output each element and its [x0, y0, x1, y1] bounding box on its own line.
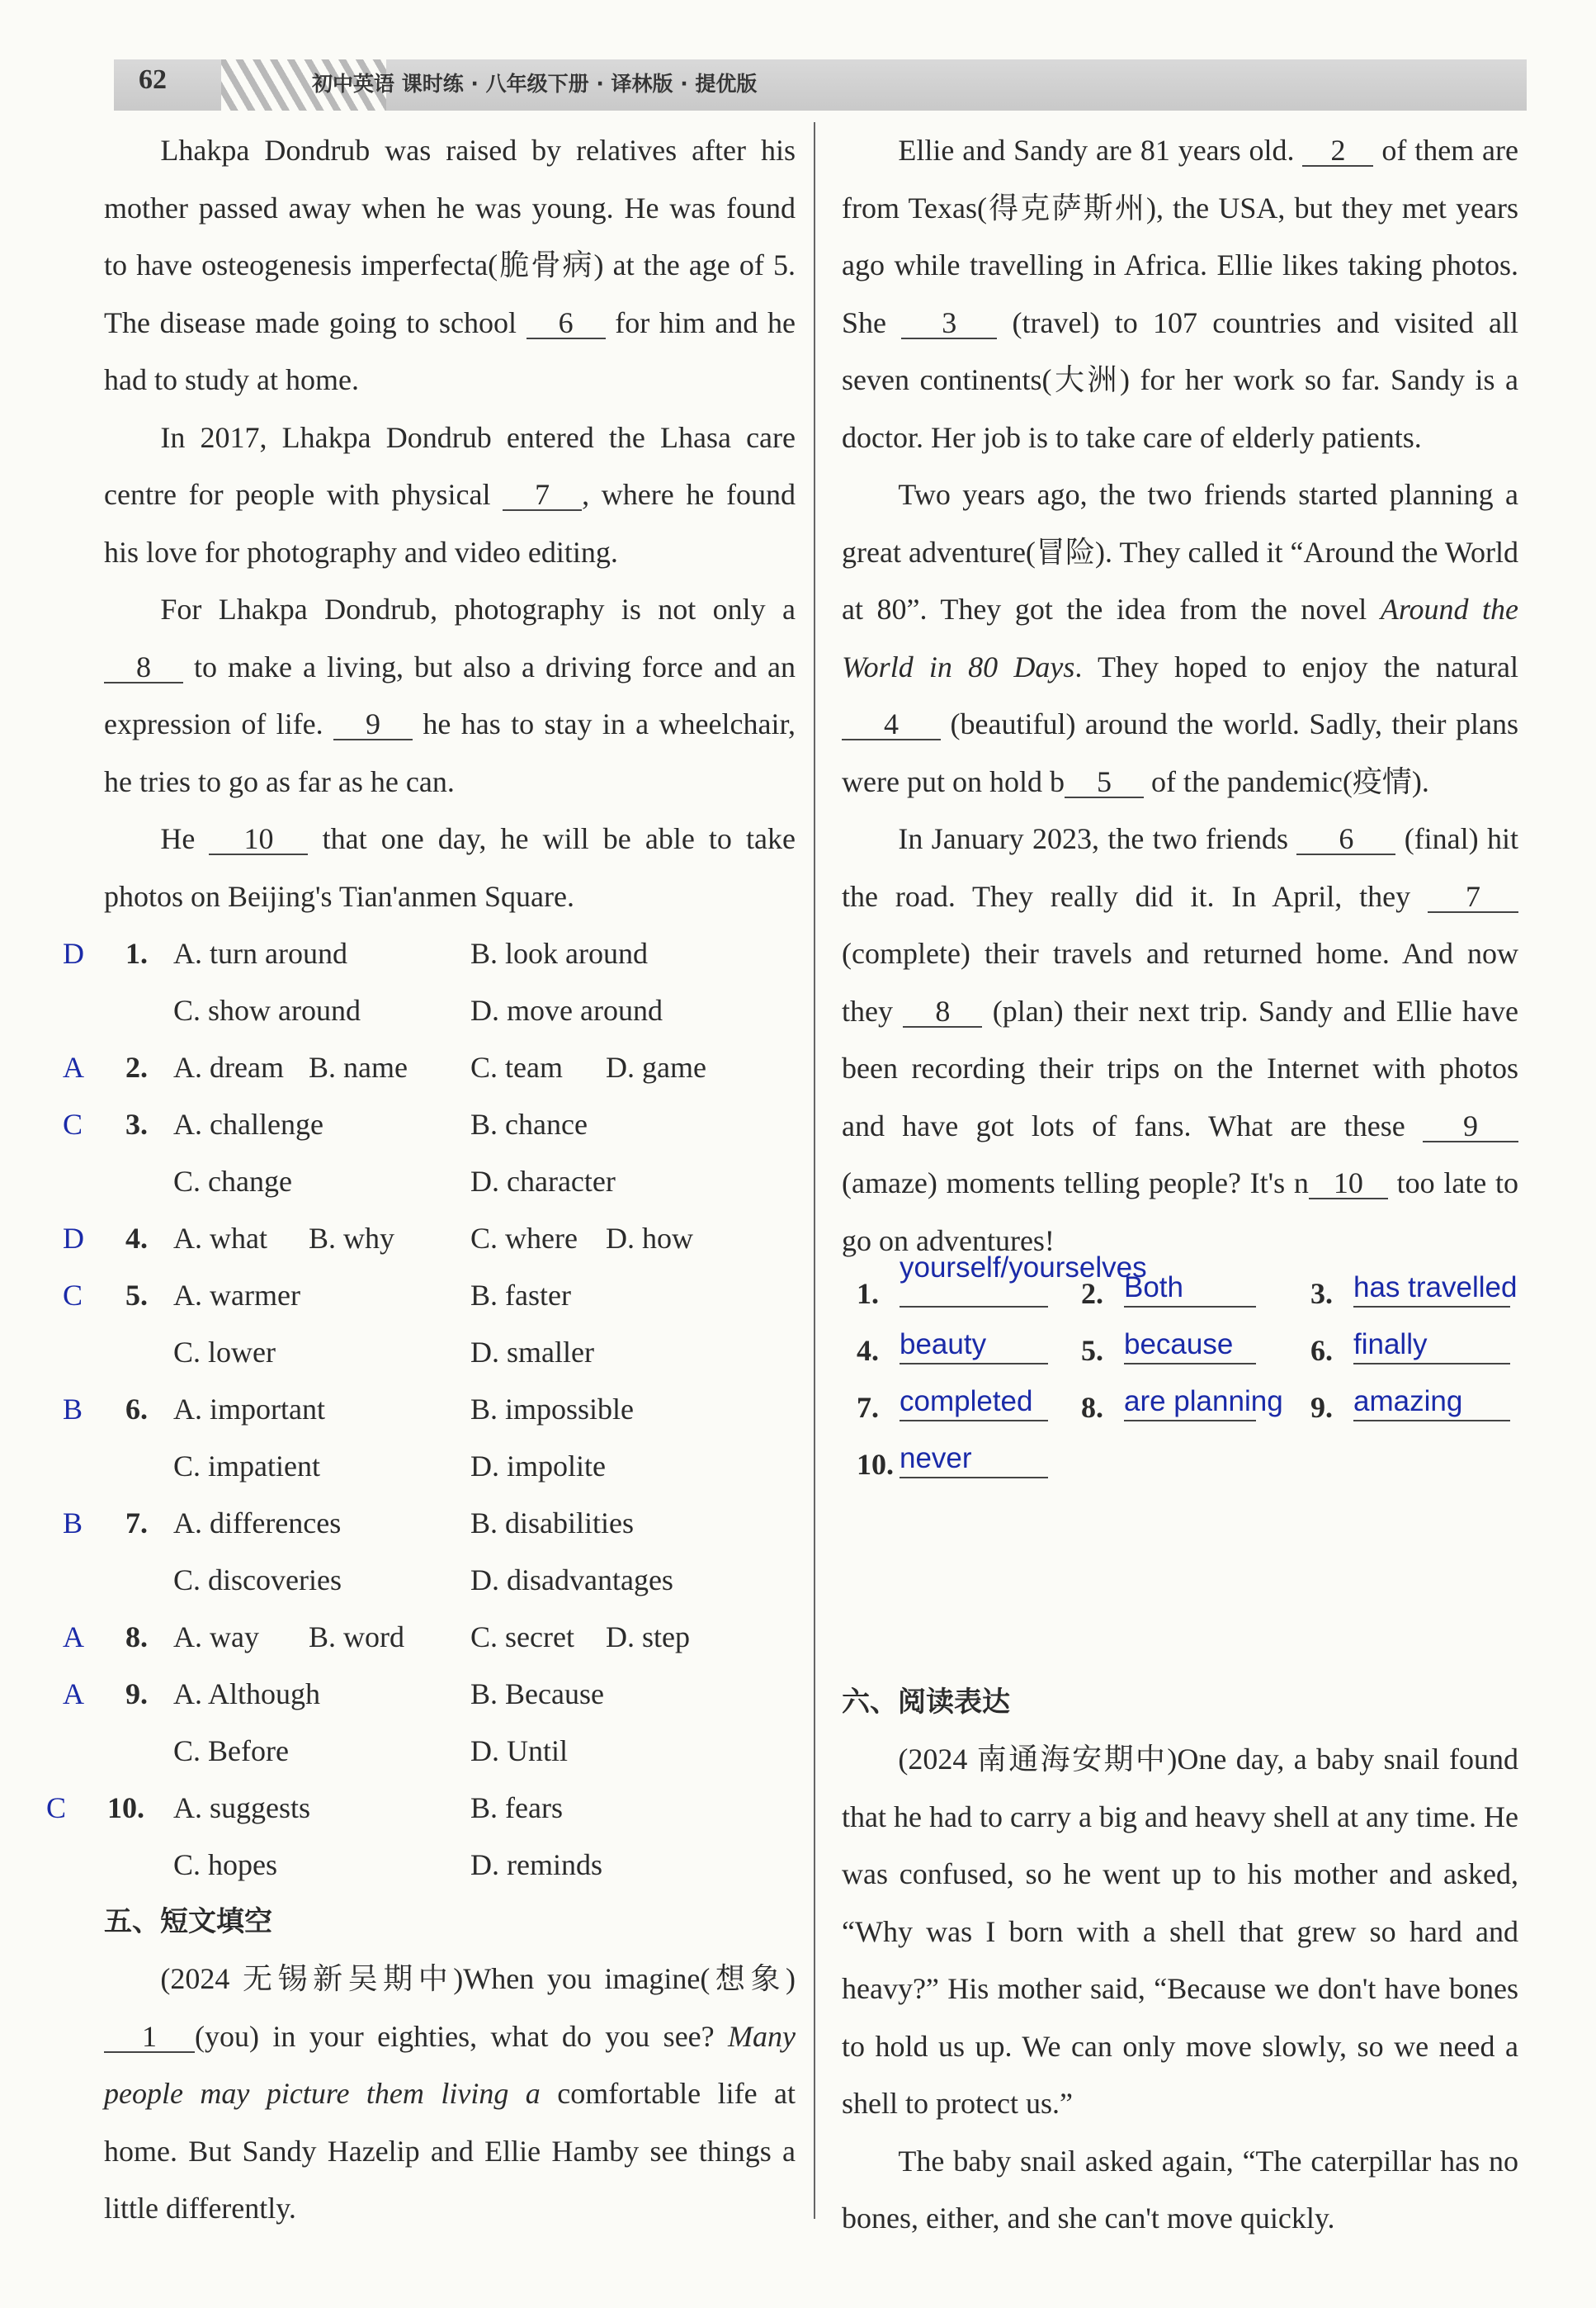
filled-answer: because	[1124, 1328, 1234, 1360]
option: B. impossible	[470, 1393, 635, 1426]
passage-paragraph: Lhakpa Dondrub was raised by relatives after his mother passed away when he was young. He was found to have osteogenesis imperfecta(脆骨病) at the age of 5. The disease made going to school 6 for him and he had to study at home.	[104, 134, 796, 396]
option: C. discoveries	[173, 1563, 342, 1596]
option: D. impolite	[470, 1450, 606, 1483]
cloze-blank: 6	[1296, 824, 1395, 855]
answer-item	[1310, 1271, 1518, 1311]
filled-answer: completed	[900, 1385, 1033, 1417]
option: A. what	[173, 1222, 267, 1255]
answer-number: 2.	[1081, 1277, 1103, 1310]
passage-paragraph: The baby snail asked again, “The caterpillar has no bones, either, and she can't move quickly.	[842, 2144, 1518, 2235]
answer-item	[857, 1251, 1147, 1311]
filled-answer: Both	[1124, 1271, 1183, 1303]
answer-underline	[900, 1477, 1048, 1478]
section-title: 五、短文填空	[104, 1905, 272, 1938]
question-number: 2.	[125, 1051, 148, 1084]
question-row	[104, 1438, 796, 1495]
question-row	[63, 1495, 796, 1552]
left-column	[46, 122, 796, 2238]
option: D. step	[606, 1620, 690, 1653]
right-column	[842, 122, 1518, 2248]
question-row	[46, 1780, 796, 1837]
section-title: 六、阅读表达	[842, 1686, 1010, 1719]
option: A. differences	[173, 1506, 342, 1539]
option: A. way	[173, 1620, 259, 1653]
answer-letter: A	[63, 1051, 84, 1084]
question-row	[104, 1723, 796, 1780]
answer-item	[1310, 1328, 1428, 1368]
option: A. suggests	[173, 1791, 311, 1824]
answer-letter: A	[63, 1620, 84, 1653]
passage-paragraph: (2024 无锡新吴期中)When you imagine(想象) 1 (you) in your eighties, what do you see? Many people may picture them living a comfortable life at home. But Sandy Hazelip and Ellie Hamby see things a little differently.	[104, 1962, 796, 2225]
option: B. word	[309, 1620, 404, 1653]
option: B. why	[309, 1222, 395, 1255]
question-row	[104, 1324, 796, 1381]
answer-underline	[900, 1363, 1048, 1364]
answer-letter: D	[63, 937, 84, 970]
answer-item	[1081, 1271, 1183, 1311]
option: B. look around	[470, 937, 648, 970]
filled-answer: has travelled	[1353, 1271, 1518, 1303]
answer-grid	[842, 1251, 1518, 1674]
cloze-blank: 2	[1302, 135, 1373, 167]
cloze-blank: 7	[503, 480, 582, 511]
option: D. disadvantages	[470, 1563, 673, 1596]
filled-answer: never	[900, 1442, 972, 1474]
option: B. chance	[470, 1108, 588, 1141]
question-row	[104, 1552, 796, 1609]
question-number: 5.	[125, 1279, 148, 1312]
column-divider	[814, 122, 815, 2219]
answer-letter: C	[63, 1108, 83, 1141]
page-number: 62	[139, 64, 167, 95]
question-number: 6.	[125, 1393, 148, 1426]
answer-number: 9.	[1310, 1391, 1333, 1424]
answer-underline	[1124, 1363, 1256, 1364]
cloze-blank: 4	[842, 709, 941, 740]
question-number: 7.	[125, 1506, 148, 1539]
option: D. move around	[470, 994, 663, 1027]
answer-letter: B	[63, 1506, 83, 1539]
option: D. reminds	[470, 1848, 602, 1881]
answer-number: 10.	[857, 1448, 894, 1481]
option: C. secret	[470, 1620, 574, 1653]
option: D. character	[470, 1165, 616, 1198]
option: B. disabilities	[470, 1506, 634, 1539]
passage-paragraph: Ellie and Sandy are 81 years old. 2 of them are from Texas(得克萨斯州), the USA, but they met years ago while travelling in Africa. Ellie likes taking photos. She 3 (travel) to 107 countries and visited all seven continents(大洲) for her work so far. Sandy is a doctor. Her job is to take care of elderly patients.	[842, 134, 1519, 454]
question-number: 10.	[107, 1791, 144, 1824]
filled-answer: yourself/yourselves	[900, 1251, 1147, 1284]
answer-letter: B	[63, 1393, 83, 1426]
answer-underline	[1124, 1306, 1256, 1308]
answer-underline	[1353, 1363, 1510, 1364]
option: B. faster	[470, 1279, 571, 1312]
cloze-blank: 8	[104, 652, 183, 683]
answer-letter: D	[63, 1222, 84, 1255]
question-number: 3.	[125, 1108, 148, 1141]
cloze-blank: 10	[209, 824, 308, 855]
option: C. lower	[173, 1336, 276, 1369]
question-number: 9.	[125, 1677, 148, 1710]
answer-underline	[1124, 1420, 1256, 1421]
option: B. fears	[470, 1791, 563, 1824]
cloze-blank: 1	[104, 2022, 195, 2053]
filled-answer: are planning	[1124, 1385, 1283, 1417]
option: A. Although	[173, 1677, 321, 1710]
passage-paragraph: He 10 that one day, he will be able to take photos on Beijing's Tian'anmen Square.	[104, 822, 796, 913]
question-row	[104, 982, 796, 1039]
passage-paragraph: For Lhakpa Dondrub, photography is not only a 8 to make a living, but also a driving force and an expression of life. 9 he has to stay in a wheelchair, he tries to go as far as he can.	[104, 593, 796, 798]
answer-item	[857, 1328, 987, 1368]
option: A. dream	[173, 1051, 284, 1084]
question-row	[63, 1381, 796, 1438]
answer-number: 4.	[857, 1334, 879, 1367]
option: D. game	[606, 1051, 706, 1084]
page-header	[114, 59, 1527, 111]
cloze-blank: 7	[1428, 882, 1518, 913]
answer-number: 1.	[857, 1277, 879, 1310]
cloze-blank: 8	[903, 996, 982, 1028]
question-row	[63, 1267, 796, 1324]
option: B. Because	[470, 1677, 604, 1710]
option: C. impatient	[173, 1450, 320, 1483]
option: C. change	[173, 1165, 292, 1198]
cloze-blank: 6	[526, 308, 606, 339]
filled-answer: finally	[1353, 1328, 1428, 1360]
question-row	[63, 1210, 796, 1267]
answer-item	[857, 1442, 972, 1482]
option: C. show around	[173, 994, 361, 1027]
answer-item	[1310, 1385, 1463, 1425]
answer-underline	[1353, 1306, 1510, 1308]
answer-number: 3.	[1310, 1277, 1333, 1310]
answer-item	[857, 1385, 1033, 1425]
cloze-blank: 5	[1065, 767, 1144, 798]
question-number: 1.	[125, 937, 148, 970]
question-row	[63, 1096, 796, 1153]
option: D. Until	[470, 1734, 569, 1767]
question-row	[63, 925, 796, 982]
question-row	[104, 1837, 796, 1894]
answer-letter: A	[63, 1677, 84, 1710]
question-row	[63, 1609, 796, 1666]
option: C. hopes	[173, 1848, 277, 1881]
answer-underline	[1353, 1420, 1510, 1421]
option: B. name	[309, 1051, 408, 1084]
answer-letter: C	[63, 1279, 83, 1312]
option: C. team	[470, 1051, 563, 1084]
question-row	[63, 1039, 796, 1096]
answer-number: 6.	[1310, 1334, 1333, 1367]
option: C. Before	[173, 1734, 289, 1767]
answer-number: 7.	[857, 1391, 879, 1424]
cloze-blank: 3	[901, 308, 997, 339]
filled-answer: amazing	[1353, 1385, 1463, 1417]
answer-item	[1081, 1385, 1283, 1425]
option: A. important	[173, 1393, 325, 1426]
answer-underline	[900, 1420, 1048, 1421]
option: A. turn around	[173, 937, 347, 970]
answer-number: 5.	[1081, 1334, 1103, 1367]
book-title: 初中英语 课时练 · 八年级下册 · 译林版 · 提优版	[312, 72, 758, 96]
option: D. how	[606, 1222, 693, 1255]
multiple-choice-list	[46, 925, 796, 1894]
answer-underline	[900, 1306, 1048, 1308]
option: A. challenge	[173, 1108, 323, 1141]
passage-paragraph: In January 2023, the two friends 6 (final) hit the road. They really did it. In April, they 7 (complete) their travels and returned home. And now they 8 (plan) their next trip. Sandy and Ellie have been recording their trips on the Internet with photos and have got lots of fans. What are these 9 (amaze) moments telling people? It's n 10 too late to go on adventures!	[842, 822, 1519, 1257]
passage-paragraph: In 2017, Lhakpa Dondrub entered the Lhasa care centre for people with physical 7 , where he found his love for photography and video editing.	[104, 420, 796, 569]
answer-letter: C	[46, 1791, 67, 1824]
question-number: 4.	[125, 1222, 148, 1255]
option: D. smaller	[470, 1336, 594, 1369]
answer-number: 8.	[1081, 1391, 1103, 1424]
filled-answer: beauty	[900, 1328, 987, 1360]
cloze-blank: 9	[333, 709, 413, 740]
option: A. warmer	[173, 1279, 300, 1312]
answer-item	[1081, 1328, 1234, 1368]
cloze-blank: 10	[1309, 1168, 1388, 1199]
question-row	[104, 1153, 796, 1210]
question-row	[63, 1666, 796, 1723]
passage-paragraph: Two years ago, the two friends started planning a great adventure(冒险). They called it “Around the World at 80”. They got the idea from the novel Around the World in 80 Days. They hoped to enjoy the natural 4 (beautiful) around the world. Sadly, their plans were put on hold b 5 of the pandemic(疫情).	[842, 478, 1518, 798]
option: C. where	[470, 1222, 578, 1255]
passage-paragraph: (2024 南通海安期中)One day, a baby snail found that he had to carry a big and heavy shell at any time. He was confused, so he went up to his mother and asked, “Why was I born with a shell that grew so hard and heavy?” His mother said, “Because we don't have bones to hold us up. We can only move slowly, so we need a shell to protect us.”	[842, 1743, 1518, 2120]
question-number: 8.	[125, 1620, 148, 1653]
cloze-blank: 9	[1423, 1111, 1518, 1142]
